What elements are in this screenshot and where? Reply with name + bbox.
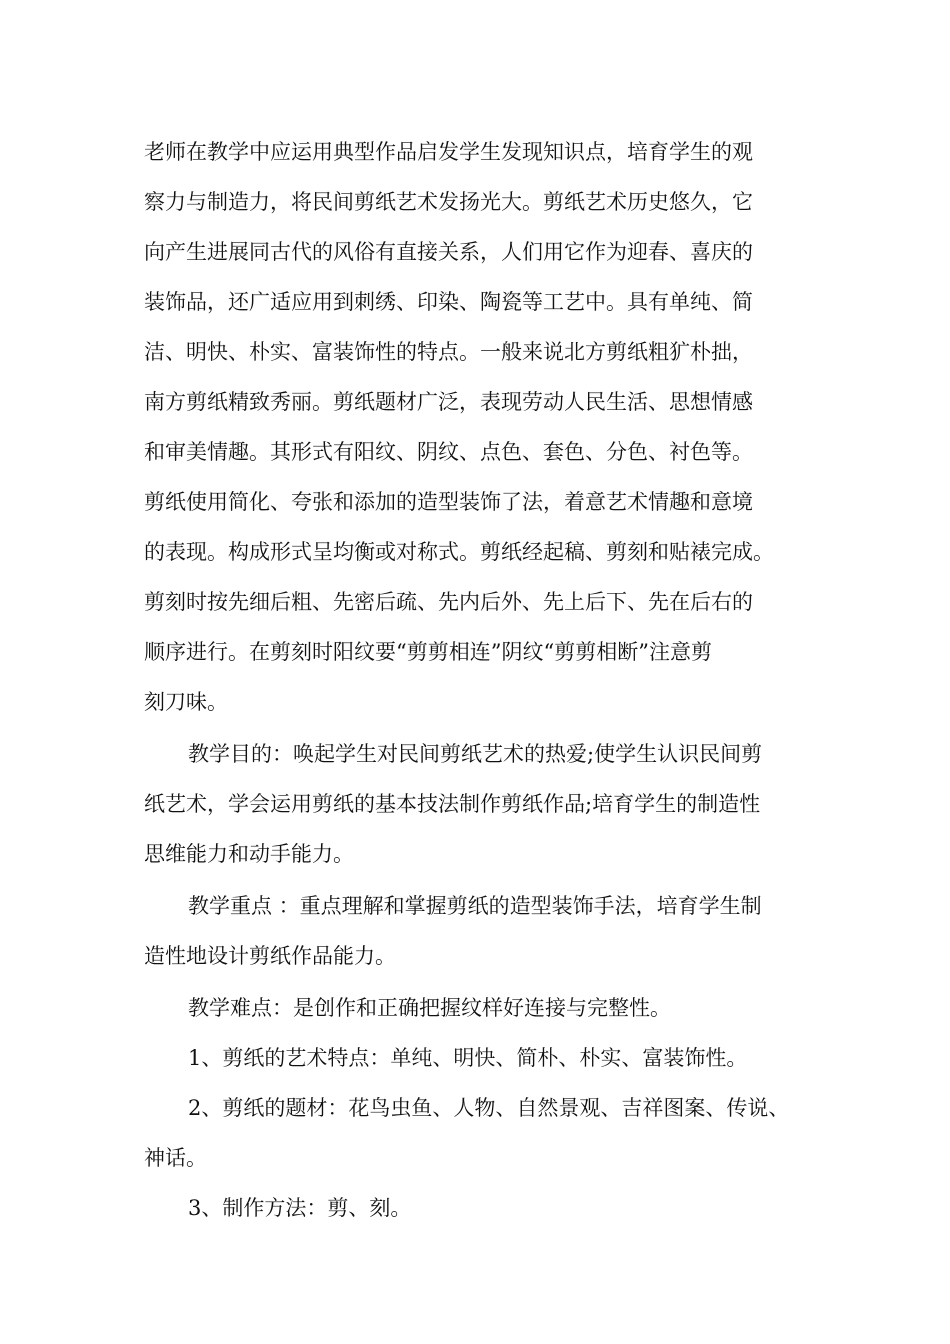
paragraph-line: 洁、明快、朴实、富装饰性的特点。一般来说北方剪纸粗犷朴拙， — [144, 340, 753, 364]
teaching-focus-line: 造性地设计剪纸作品能力。 — [144, 944, 396, 968]
paragraph-line: 剪纸使用简化、夸张和添加的造型装饰了法，着意艺术情趣和意境 — [144, 490, 753, 514]
paragraph-line: 和审美情趣。其形式有阳纹、阴纹、点色、套色、分色、衬色等。 — [144, 440, 753, 464]
teaching-objective-line: 思维能力和动手能力。 — [144, 842, 354, 866]
teaching-objective-line: 教学目的：唤起学生对民间剪纸艺术的热爱;使学生认识民间剪 — [188, 742, 763, 766]
teaching-difficulty-line: 教学难点：是创作和正确把握纹样好连接与完整性。 — [188, 996, 671, 1020]
list-item-line: 3、制作方法：剪、刻。 — [188, 1196, 412, 1220]
teaching-focus-line: 教学重点 ：重点理解和掌握剪纸的造型装饰手法，培育学生制 — [188, 894, 762, 918]
paragraph-line: 刻刀味。 — [144, 690, 228, 714]
paragraph-line: 装饰品，还广适应用到刺绣、印染、陶瓷等工艺中。具有单纯、简 — [144, 290, 753, 314]
paragraph-line: 剪刻时按先细后粗、先密后疏、先内后外、先上后下、先在后右的 — [144, 590, 753, 614]
paragraph-line: 南方剪纸精致秀丽。剪纸题材广泛，表现劳动人民生活、思想情感 — [144, 390, 753, 414]
paragraph-line: 的表现。构成形式呈均衡或对称式。剪纸经起稿、剪刻和贴裱完成。 — [144, 540, 774, 564]
paragraph-line: 察力与制造力，将民间剪纸艺术发扬光大。剪纸艺术历史悠久，它 — [144, 190, 753, 214]
list-item-line: 1、剪纸的艺术特点：单纯、明快、简朴、朴实、富装饰性。 — [188, 1046, 748, 1070]
teaching-objective-line: 纸艺术，学会运用剪纸的基本技法制作剪纸作品;培育学生的制造性 — [144, 792, 761, 816]
paragraph-line: 顺序进行。在剪刻时阳纹要“剪剪相连”阴纹“剪剪相断”注意剪 — [144, 640, 712, 664]
paragraph-line: 老师在教学中应运用典型作品启发学生发现知识点，培育学生的观 — [144, 140, 753, 164]
paragraph-line: 向产生进展同古代的风俗有直接关系，人们用它作为迎春、喜庆的 — [144, 240, 753, 264]
list-item-line: 2、剪纸的题材：花鸟虫鱼、人物、自然景观、吉祥图案、传说、 — [188, 1096, 790, 1120]
list-item-line: 神话。 — [144, 1146, 207, 1170]
